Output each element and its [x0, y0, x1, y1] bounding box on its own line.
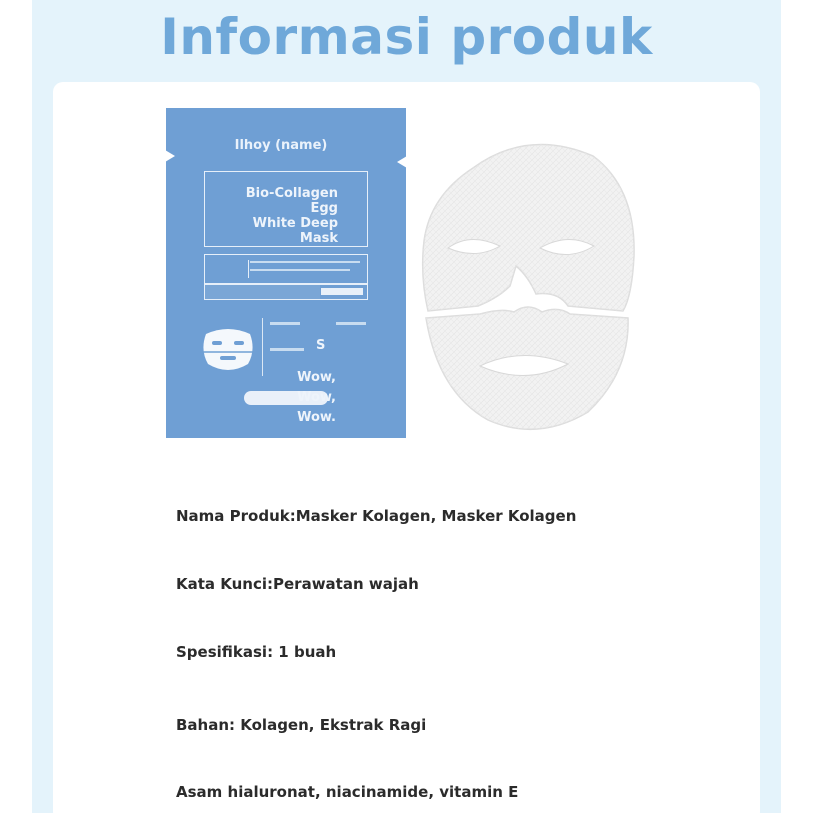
sachet-wow-line: Wow,	[297, 370, 336, 385]
spec-value: Asam hialuronat, niacinamide, vitamin E	[176, 783, 519, 801]
spec-value: Perawatan wajah	[273, 575, 419, 593]
mini-face-mask-icon	[200, 326, 256, 372]
sachet-product-line: White Deep	[252, 216, 338, 231]
sachet-fine-print	[270, 322, 300, 325]
sachet-fine-print	[336, 322, 366, 325]
sachet-size-letter: S	[316, 338, 326, 353]
spec-ingredients	[176, 716, 426, 734]
mask-sachet-image	[166, 108, 406, 438]
sachet-product-line: Bio-Collagen	[245, 186, 338, 201]
page-title: Informasi produk	[160, 8, 653, 66]
sachet-bar-label	[321, 288, 363, 295]
sachet-brand-name: Ilhoy (name)	[234, 138, 328, 153]
spec-product-name	[176, 507, 576, 525]
spec-label: Spesifikasi:	[176, 643, 279, 661]
sachet-fine-print	[270, 348, 304, 351]
spec-label: Bahan:	[176, 716, 241, 734]
spec-keywords	[176, 575, 419, 593]
sachet-product-line: Egg	[310, 201, 338, 216]
spec-label: Kata Kunci:	[176, 575, 274, 593]
sachet-bar-fill	[205, 285, 320, 299]
spec-value: Masker Kolagen, Masker Kolagen	[295, 507, 577, 525]
sachet-fine-print	[250, 269, 350, 271]
spec-value: 1 buah	[278, 643, 337, 661]
spec-value: Kolagen, Ekstrak Ragi	[240, 716, 427, 734]
spec-ingredients-more	[176, 783, 518, 801]
sachet-fine-print	[250, 261, 360, 263]
sachet-wow-text	[256, 368, 336, 428]
sachet-product-name	[226, 186, 338, 246]
spec-specification	[176, 643, 336, 661]
sheet-mask-image	[418, 136, 644, 436]
product-info-card	[53, 82, 760, 822]
spec-label: Nama Produk:	[176, 507, 296, 525]
sachet-wow-line: Wow, Wow.	[297, 390, 336, 425]
sachet-badge	[208, 260, 249, 278]
sachet-balance-bar	[204, 284, 368, 300]
sachet-tear-notch	[397, 156, 407, 168]
sachet-product-line: Mask	[299, 231, 338, 246]
